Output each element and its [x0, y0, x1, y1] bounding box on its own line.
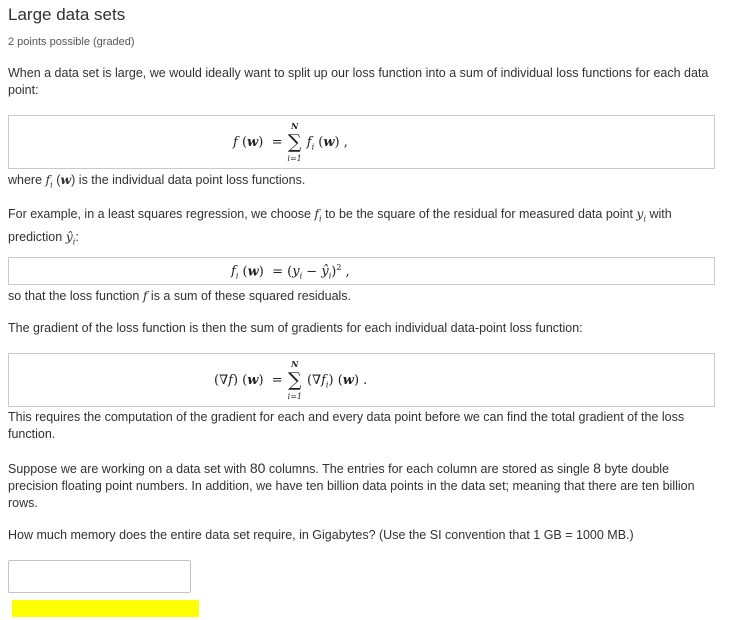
suppose-paragraph: Suppose we are working on a data set with 80 columns. The entries for each column are stored as single 8 byte double precision floating point numbers. In addition, we have ten billion data points in the data set; meaning that there are ten billion rows. — [8, 460, 695, 510]
question-paragraph: How much memory does the entire data set require, in Gigabytes? (Use the SI convention that 1 GB = 1000 MB.) — [8, 528, 634, 542]
where-paragraph: where $f_i$ (w) is the individual data point loss functions. — [8, 172, 306, 190]
equation-sum-loss: f (w) = N ∑ i=1 $f_i$ (w) , — [8, 115, 715, 169]
example-paragraph: For example, in a least squares regression, we choose $f_i$ to be the square of the residual for measured data point $y_i$ with prediction $ŷ_i$: — [8, 206, 672, 246]
equation-gradient-sum: (∇f) (w) = N ∑ i=1 $(\nabla f_i)$ (w) . — [8, 353, 715, 407]
equation-squared-residual: $f_i$ $(w) = (y_i$ − $ŷ_i)^2$ , — [8, 257, 715, 285]
answer-highlight — [12, 600, 199, 617]
intro-paragraph: When a data set is large, we would ideally want to split up our loss function into a sum of individual loss functions for each data point: — [8, 66, 709, 97]
points-label: 2 points possible (graded) — [8, 36, 135, 48]
gradient-paragraph: The gradient of the loss function is then the sum of gradients for each individual data-point loss function: — [8, 321, 583, 335]
answer-input[interactable] — [8, 560, 191, 593]
requires-paragraph: This requires the computation of the gradient for each and every data point before we can find the total gradient of the loss function. — [8, 410, 685, 441]
columns-count: 80 — [249, 460, 266, 476]
problem-title: Large data sets — [8, 5, 126, 24]
so-that-paragraph: so that the loss function f is a sum of these squared residuals. — [8, 288, 352, 303]
bytes-count: 8 — [593, 460, 601, 476]
